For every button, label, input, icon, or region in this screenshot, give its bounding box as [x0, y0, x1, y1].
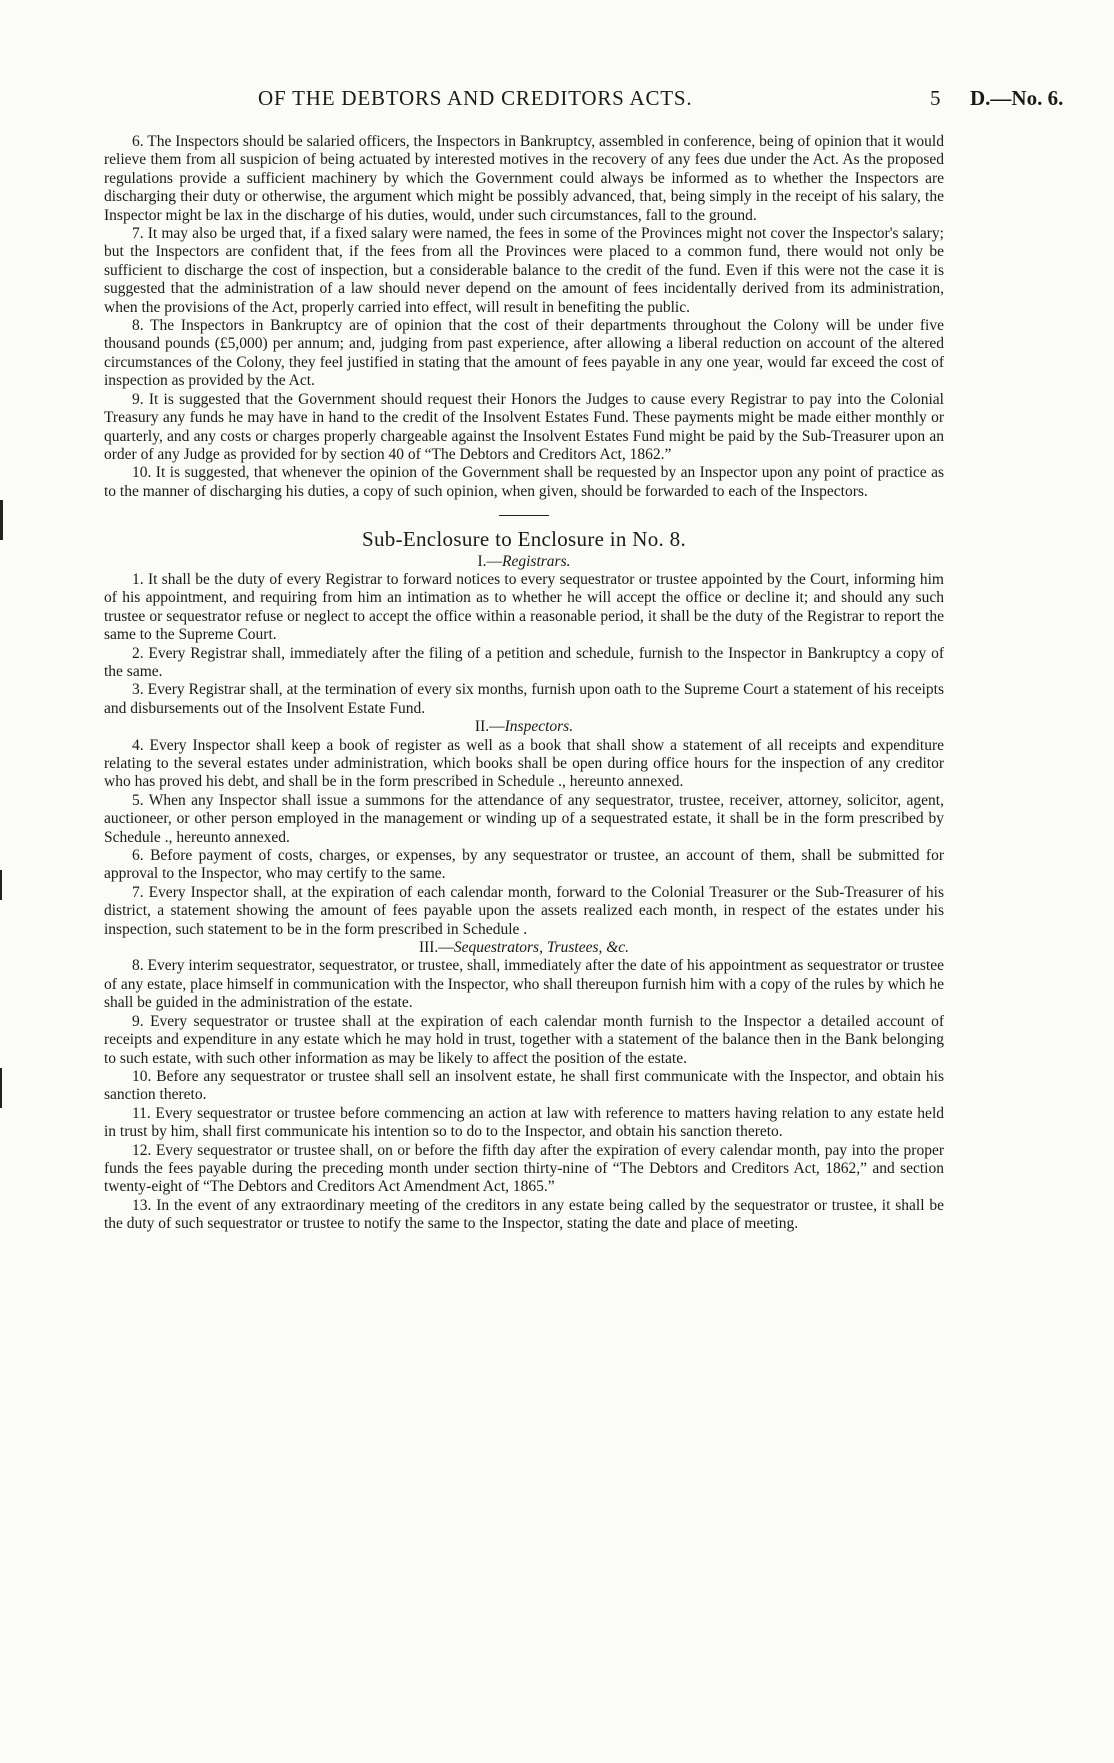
page-number: 5	[930, 86, 941, 110]
section-heading-sequestrators	[104, 939, 944, 957]
paragraph: 2. Every Registrar shall, immediately after the filing of a petition and schedule, furnish to the Inspector in Bankruptcy a copy of the same.	[104, 644, 944, 680]
paragraph: 5. When any Inspector shall issue a summons for the attendance of any sequestrator, trustee, receiver, attorney, solicitor, agent, auctioneer, or other person employed in the management or winding up of a sequestrated estate, it shall be in the form prescribed by Schedule ., hereunto annexed.	[104, 791, 944, 846]
section-numeral: II.—	[474, 718, 505, 736]
paragraph: 4. Every Inspector shall keep a book of register as well as a book that shall show a statement of all receipts and expenditure relating to the several estates under administration, which books shall be open during office hours for the inspection of any creditor who has proved his debt, and shall be in the form prescribed in Schedule ., hereunto annexed.	[104, 736, 944, 791]
paragraph: 3. Every Registrar shall, at the termination of every six months, furnish upon oath to the Supreme Court a statement of his receipts and disbursements out of the Insolvent Estate Fund.	[104, 681, 944, 717]
paragraph: 11. Every sequestrator or trustee before commencing an action at law with reference to matters having relation to any estate held in trust by him, shall first communicate his intention so to do to the Inspector, and obtain his sanction thereto.	[104, 1104, 944, 1141]
margin-mark	[0, 500, 3, 540]
section-label: Registrars.	[502, 552, 571, 570]
paragraph: 9. It is suggested that the Government should request their Honors the Judges to cause every Registrar to pay into the Colonial Treasury any funds he may have in hand to the credit of the Insolvent Estates Fund. These payments might be made either monthly or quarterly, and any costs or charges properly chargeable against the Insolvent Estates Fund might be paid by the Sub-Treasurer upon an order of any Judge as provided for by section 40 of “The Debtors and Creditors Act, 1862.”	[104, 390, 944, 463]
paragraph: 10. It is suggested, that whenever the opinion of the Government shall be requested by an Inspector upon any point of practice as to the manner of discharging his duties, a copy of such opinion, when given, should be forwarded to each of the Inspectors.	[104, 464, 944, 500]
margin-mark	[0, 870, 2, 900]
paragraph: 10. Before any sequestrator or trustee shall sell an insolvent estate, he shall first communicate with the Inspector, and obtain his sanction thereto.	[104, 1067, 944, 1104]
section-numeral: I.—	[477, 552, 503, 570]
section-heading-inspectors	[104, 718, 944, 736]
section-label: Sequestrators, Trustees, &c.	[453, 939, 630, 957]
section-divider	[499, 515, 549, 516]
paragraph: 6. Before payment of costs, charges, or expenses, by any sequestrator or trustee, an account of them, shall be submitted for approval to the Inspector, who may certify to the same.	[104, 847, 944, 883]
section-label: Inspectors.	[504, 718, 574, 736]
section-numeral: III.—	[418, 939, 454, 957]
section-heading-registrars	[104, 553, 944, 571]
paragraph: 7. It may also be urged that, if a fixed salary were named, the fees in some of the Provinces might not cover the Inspector's salary; but the Inspectors are confident that, if the fees from all the Provinces were placed to a common fund, there would not only be sufficient to discharge the cost of inspection, but a considerable balance to the credit of the fund. Even if this were not the case it is suggested that the administration of a law should never depend on the amount of fees incidentally derived from its administration, when the provisions of the Act, properly carried into effect, will result in benefiting the public.	[104, 225, 944, 316]
paragraph: 12. Every sequestrator or trustee shall, on or before the fifth day after the expiration of every calendar month, pay into the proper funds the fees payable during the preceding month under section thirty-nine of “The Debtors and Creditors Act, 1862,” and section twenty-eight of “The Debtors and Creditors Act Amendment Act, 1865.”	[104, 1141, 944, 1196]
paragraph: 8. The Inspectors in Bankruptcy are of opinion that the cost of their departments throughout the Colony will be under five thousand pounds (£5,000) per annum; and, judging from past experience, after allowing a liberal reduction on account of the altered circumstances of the Colony, they feel justified in stating that the amount of fees payable in any one year, would far exceed the cost of inspection as provided by the Act.	[104, 317, 944, 390]
paragraph: 7. Every Inspector shall, at the expiration of each calendar month, forward to the Colonial Treasurer or the Sub-Treasurer of his district, a statement showing the amount of fees payable upon the assets realized each month, in respect of the estates under his inspection, such statement to be in the form prescribed in Schedule .	[104, 883, 944, 938]
paragraph: 1. It shall be the duty of every Registrar to forward notices to every sequestrator or trustee appointed by the Court, informing him of his appointment, and requiring from him an intimation as to whether he will accept the office or decline it; and should any such trustee or sequestrator refuse or neglect to accept the office within a reasonable period, it shall be the duty of the Registrar to report the same to the Supreme Court.	[104, 570, 944, 644]
paragraph: 9. Every sequestrator or trustee shall at the expiration of each calendar month furnish to the Inspector a detailed account of receipts and expenditure in any estate which he may hold in trust, together with a statement of the balance then in the Bank belonging to such estate, with such other information as may be likely to affect the position of the estate.	[104, 1012, 944, 1067]
document-reference: D.—No. 6.	[970, 86, 1064, 110]
paragraph: 6. The Inspectors should be salaried officers, the Inspectors in Bankruptcy, assembled in conference, being of opinion that it would relieve them from all suspicion of being actuated by interested motives in the recovery of any fees due under the Act. As the proposed regulations provide a sufficient machinery by which the Government could always be informed as to whether the Inspectors are discharging their duty or otherwise, the argument which might be possibly advanced, that, being simply in the receipt of his salary, the Inspector might be lax in the discharge of his duties, would, under such circumstances, fall to the ground.	[104, 133, 944, 224]
paragraph: 8. Every interim sequestrator, sequestrator, or trustee, shall, immediately after the date of his appointment as sequestrator or trustee of any estate, place himself in communication with the Inspector, who shall thereupon furnish him with a copy of the rules by which he shall be guided in the administration of the estate.	[104, 957, 944, 1012]
running-title: OF THE DEBTORS AND CREDITORS ACTS.	[258, 86, 693, 110]
paragraph: 13. In the event of any extraordinary meeting of the creditors in any estate being called by the sequestrator or trustee, it shall be the duty of such sequestrator or trustee to notify the same to the Inspector, stating the date and place of meeting.	[104, 1196, 944, 1233]
margin-mark	[0, 1068, 2, 1108]
sub-enclosure-title: Sub-Enclosure to Enclosure in No. 8.	[362, 527, 686, 552]
document-body	[104, 133, 944, 1234]
running-header	[0, 86, 1114, 116]
